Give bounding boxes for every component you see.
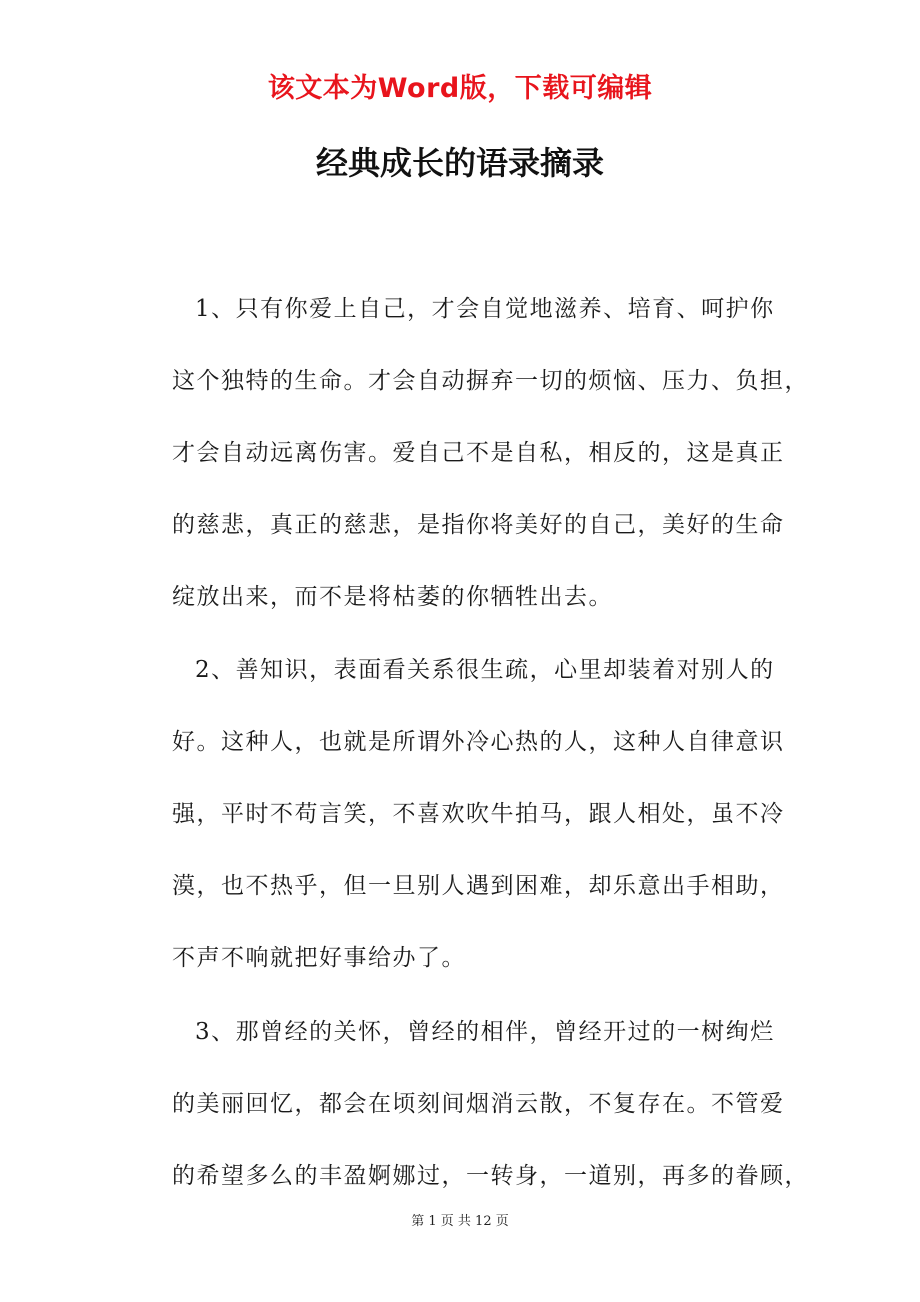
paragraph-3-line-1: 3、那曾经的关怀，曾经的相伴，曾经开过的一树绚烂 [195, 1019, 775, 1045]
paragraph-3-line-2: 的美丽回忆，都会在顷刻间烟消云散，不复存在。不管爱 [172, 1091, 785, 1117]
paragraph-3-line-3: 的希望多么的丰盈婀娜过，一转身，一道别，再多的眷顾， [172, 1163, 809, 1189]
paragraph-2-line-4: 漠，也不热乎，但一旦别人遇到困难，却乐意出手相助， [172, 873, 785, 899]
page-number-footer: 第 1 页 共 12 页 [411, 1214, 509, 1229]
paragraph-2-line-2: 好。这种人，也就是所谓外冷心热的人，这种人自律意识 [172, 729, 785, 755]
download-banner: 该文本为Word版，下载可编辑 [267, 73, 653, 104]
paragraph-1-line-2: 这个独特的生命。才会自动摒弃一切的烦恼、压力、负担， [172, 368, 809, 394]
paragraph-1-line-3: 才会自动远离伤害。爱自己不是自私，相反的，这是真正 [172, 440, 785, 466]
paragraph-1-line-1: 1、只有你爱上自己，才会自觉地滋养、培育、呵护你 [195, 296, 775, 322]
paragraph-2-line-1: 2、善知识，表面看关系很生疏，心里却装着对别人的 [195, 657, 775, 683]
paragraph-1-line-5: 绽放出来，而不是将枯萎的你牺牲出去。 [172, 584, 613, 610]
document-title: 经典成长的语录摘录 [315, 144, 604, 182]
paragraph-1-line-4: 的慈悲，真正的慈悲，是指你将美好的自己，美好的生命 [172, 512, 785, 538]
paragraph-2-line-3: 强，平时不苟言笑，不喜欢吹牛拍马，跟人相处，虽不冷 [172, 801, 785, 827]
paragraph-2-line-5: 不声不响就把好事给办了。 [172, 945, 466, 971]
